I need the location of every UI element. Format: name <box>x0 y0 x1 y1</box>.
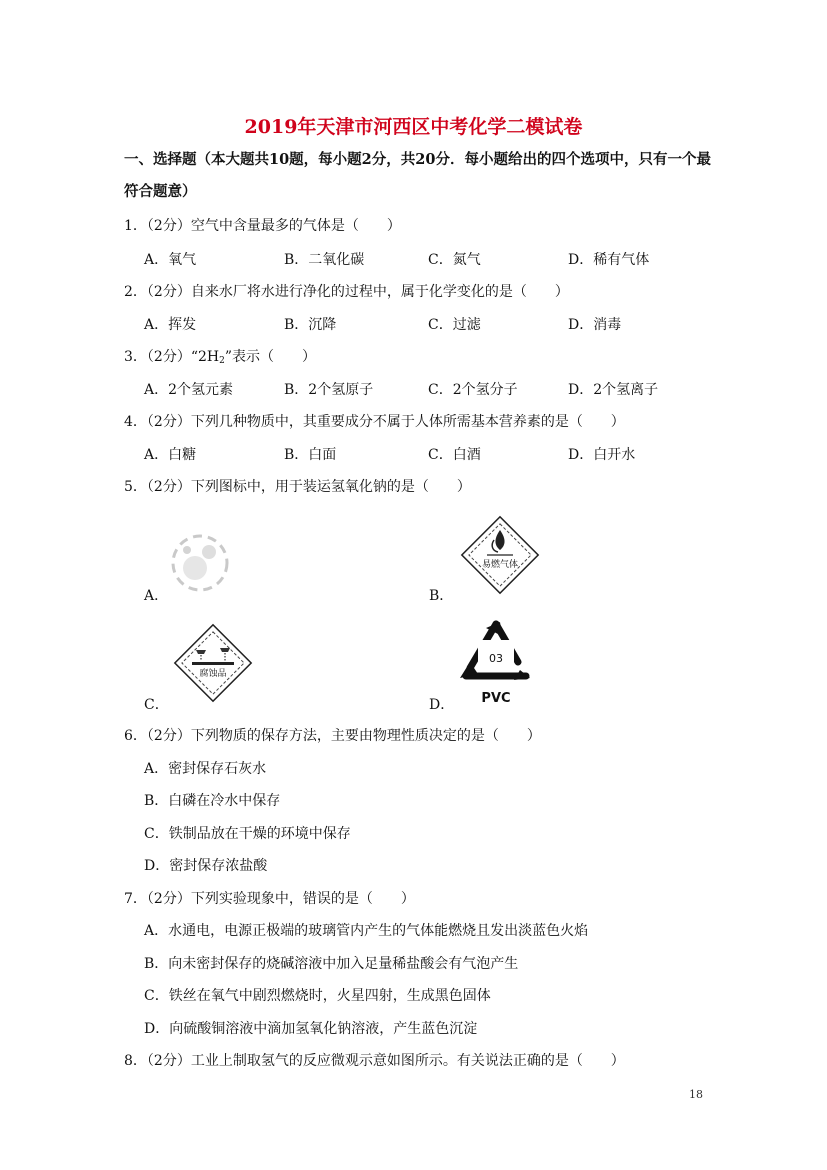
question-5-option-a: A． <box>144 588 169 604</box>
question-1-option-c: C．氮气 <box>428 252 481 268</box>
question-3-option-a: A．2个氢元素 <box>144 382 234 398</box>
question-6-stem: 6．（2分）下列物质的保存方法，主要由物理性质决定的是（ ） <box>124 728 541 744</box>
question-4-option-b: B．白面 <box>284 447 337 463</box>
question-7-option-b: B．向未密封保存的烧碱溶液中加入足量稀盐酸会有气泡产生 <box>144 956 519 972</box>
question-4-option-a: A．白糖 <box>144 447 197 463</box>
question-3-stem-subscript: 2 <box>219 356 225 366</box>
question-7-option-a: A．水通电，电源正极端的玻璃管内产生的气体能燃烧且发出淡蓝色火焰 <box>144 923 589 939</box>
recycling-symbol-icon <box>452 618 540 710</box>
question-2-stem: 2．（2分）自来水厂将水进行净化的过程中，属于化学变化的是（ ） <box>124 284 569 300</box>
question-1-stem: 1．（2分）空气中含量最多的气体是（ ） <box>124 218 401 234</box>
question-3-stem-pre: 3．（2分）“2H <box>124 349 220 365</box>
question-6-option-c: C．铁制品放在干燥的环境中保存 <box>144 826 351 842</box>
flammable-gas-label: 易燃气体 <box>481 560 519 570</box>
question-3-stem-post: ”表示（ ） <box>224 349 316 365</box>
question-5-option-d: D． <box>429 697 455 713</box>
section-heading: 一、选择题（本大题共10题，每小题2分，共20分．每小题给出的四个选项中，只有一个最符合题意） <box>124 151 711 200</box>
question-3-option-c: C．2个氢分子 <box>428 382 518 398</box>
question-5-option-c: C． <box>144 697 169 713</box>
recycle-name-label: PVC <box>481 691 511 706</box>
question-8-stem: 8．（2分）工业上制取氢气的反应微观示意如图所示。有关说法正确的是（ ） <box>124 1053 625 1069</box>
question-2-option-b: B．沉降 <box>284 317 337 333</box>
question-3-option-d: D．2个氢离子 <box>568 382 659 398</box>
question-6-option-b: B．白磷在冷水中保存 <box>144 793 281 809</box>
question-2-option-d: D．消毒 <box>568 317 622 333</box>
question-3-option-b: B．2个氢原子 <box>284 382 374 398</box>
question-2-option-a: A．挥发 <box>144 317 197 333</box>
question-7-option-d: D．向硫酸铜溶液中滴加氢氧化钠溶液，产生蓝色沉淀 <box>144 1021 478 1037</box>
question-1-option-a: A．氧气 <box>144 252 197 268</box>
question-5-option-b: B． <box>429 588 454 604</box>
question-6-option-d: D．密封保存浓盐酸 <box>144 858 268 874</box>
question-4-option-d: D．白开水 <box>568 447 636 463</box>
question-4-option-c: C．白酒 <box>428 447 481 463</box>
question-7-stem: 7．（2分）下列实验现象中，错误的是（ ） <box>124 891 415 907</box>
page-title: 2019年天津市河西区中考化学二模试卷 <box>244 116 583 138</box>
question-5-stem: 5．（2分）下列图标中，用于装运氢氧化钠的是（ ） <box>124 479 471 495</box>
page-number: 18 <box>689 1088 703 1101</box>
corrosive-sign-icon <box>168 618 258 708</box>
recycle-code-label: 03 <box>489 652 503 665</box>
question-6-option-a: A．密封保存石灰水 <box>144 761 267 777</box>
question-2-option-c: C．过滤 <box>428 317 481 333</box>
corrosive-label: 腐蚀品 <box>199 669 227 679</box>
question-7-option-c: C．铁丝在氧气中剧烈燃烧时，火星四射，生成黑色固体 <box>144 988 491 1004</box>
flammable-gas-sign-icon <box>455 510 545 600</box>
question-1-option-b: B．二氧化碳 <box>284 252 365 268</box>
question-3-stem <box>124 346 316 366</box>
question-1-option-d: D．稀有气体 <box>568 252 650 268</box>
question-4-stem: 4．（2分）下列几种物质中，其重要成分不属于人体所需基本营养素的是（ ） <box>124 414 625 430</box>
faded-stamp-icon <box>165 528 235 598</box>
